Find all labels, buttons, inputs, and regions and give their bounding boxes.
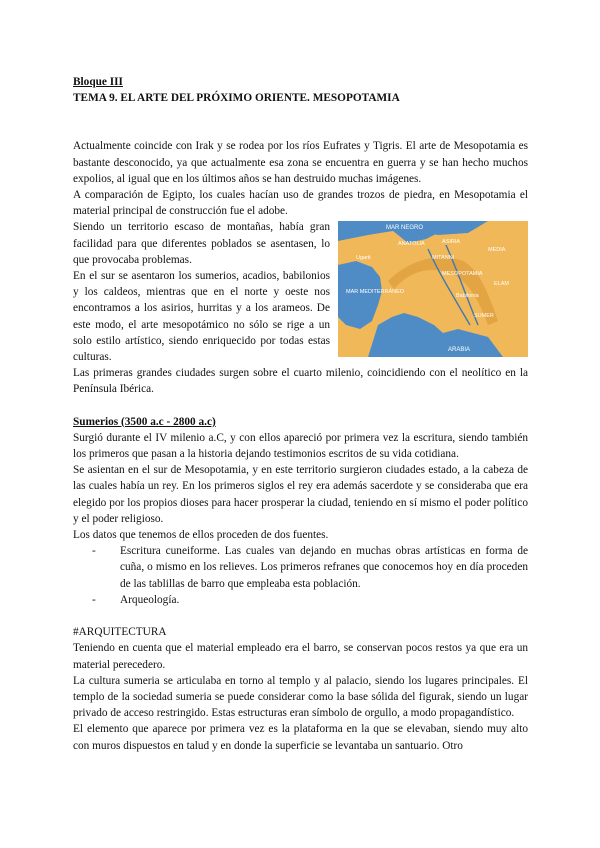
map-label-anatolia: ANATOLIA xyxy=(398,241,425,248)
list-item: - Arqueología. xyxy=(106,592,528,608)
map-label-mitanni: MITANNI xyxy=(432,255,455,262)
map-label-assyria: ASIRIA xyxy=(442,239,461,246)
intro-paragraph-4: En el sur se asentaron los sumerios, acadios, babilonios y los caldeos, mientras que en el norte y oeste nos encontramos a los asirios, hurritas y a los arameos. De este modo, el arte mesopotámico no sólo se rige a un solo estilo artístico, siendo enriquecido por todas estas culturas. xyxy=(73,270,330,364)
map-label-elam: ELAM xyxy=(494,281,509,288)
intro-paragraph-1: Actualmente coincide con Irak y se rodea por los ríos Eufrates y Tigris. El arte de Mesopotamia es bastante desconocido, ya que actualmente esa zona se encuentra en guerra y se han hecho muchos expolios, al igual que en los últimos años se han destruido muchas imágenes. xyxy=(73,140,528,185)
spacer xyxy=(73,608,528,624)
sumerios-paragraph-3: Los datos que tenemos de ellos proceden de dos fuentes. xyxy=(73,529,329,542)
sumerios-paragraph-1: Surgió durante el IV milenio a.C, y con ellos apareció por primera vez la escritura, siendo también los primeros que pasan a la historia dejando testimonios escritos de su vida cotidiana. xyxy=(73,431,528,461)
map-label-sumer: SUMER xyxy=(474,313,494,320)
page-content xyxy=(73,74,528,754)
section-heading-arquitectura: #ARQUITECTURA xyxy=(73,626,167,639)
arquitectura-paragraph-3: El elemento que aparece por primera vez es la plataforma en la que se elevaban, siendo muy alto con muros dispuestos en talud y en donde la superficie se levantaba un santuario. Otro xyxy=(73,723,528,752)
arquitectura-paragraph-1: Teniendo en cuenta que el material empleado era el barro, se conservan pocos restos ya que era un material perecedero. xyxy=(73,642,528,671)
spacer xyxy=(73,106,528,122)
map-label-babylon: Babilonia xyxy=(456,293,479,300)
map-image xyxy=(338,221,528,357)
map-label-mesopotamia: MESOPOTAMIA xyxy=(442,271,483,278)
section-heading-sumerios: Sumerios (3500 a.c - 2800 a.c) xyxy=(73,415,216,428)
spacer xyxy=(73,122,528,138)
map-label-media: MEDIA xyxy=(488,247,506,254)
intro-paragraph-5: Las primeras grandes ciudades surgen sobre el cuarto milenio, coincidiendo con el neolítico en la Península Ibérica. xyxy=(73,367,528,396)
sources-list xyxy=(73,543,528,608)
block-label: Bloque III xyxy=(73,76,123,88)
sumerios-paragraph-2: Se asientan en el sur de Mesopotamia, y en este territorio surgieron ciudades estado, a la cabeza de las cuales había un rey. En los primeros siglos el rey era además sacerdote y se consideraba que era elegido por los propios dioses para hacer prosperar la ciudad, teniendo en sí mismo el poder político y el poder religioso. xyxy=(73,464,528,525)
spacer xyxy=(73,398,528,414)
arquitectura-paragraph-2: La cultura sumeria se articulaba en torno al templo y al palacio, siendo los lugares principales. El templo de la sociedad sumeria se puede considerar como la base sólida del figurak, siendo un lugar privado de acceso restringido. Estas estructuras eran símbolo de orgullo, a modo propagandístico. xyxy=(73,674,528,720)
map-label-mediterranean: MAR MEDITERRÁNEO xyxy=(346,289,405,296)
intro-paragraph-2: A comparación de Egipto, los cuales hacían uso de grandes trozos de piedra, en Mesopotamia el material principal de construcción fue el adobe. xyxy=(73,189,528,218)
map-label-ugarit: Ugarit xyxy=(356,255,371,262)
page-title: TEMA 9. EL ARTE DEL PRÓXIMO ORIENTE. MESOPOTAMIA xyxy=(73,92,400,105)
map-label-arabia: ARABIA xyxy=(448,347,471,354)
intro-paragraph-3: Siendo un territorio escaso de montañas, había gran facilidad para que diferentes poblados se asentasen, lo que provocaba problemas. xyxy=(73,221,330,266)
list-item: - Escritura cuneiforme. Las cuales van dejando en muchas obras artísticas en forma de cuña, o mismo en los relieves. Los primeros refranes que conocemos hoy en día proceden de las tablillas de barro que empleaba esta población. xyxy=(106,543,528,592)
map-label-sea-north: MAR NEGRO xyxy=(386,225,424,232)
